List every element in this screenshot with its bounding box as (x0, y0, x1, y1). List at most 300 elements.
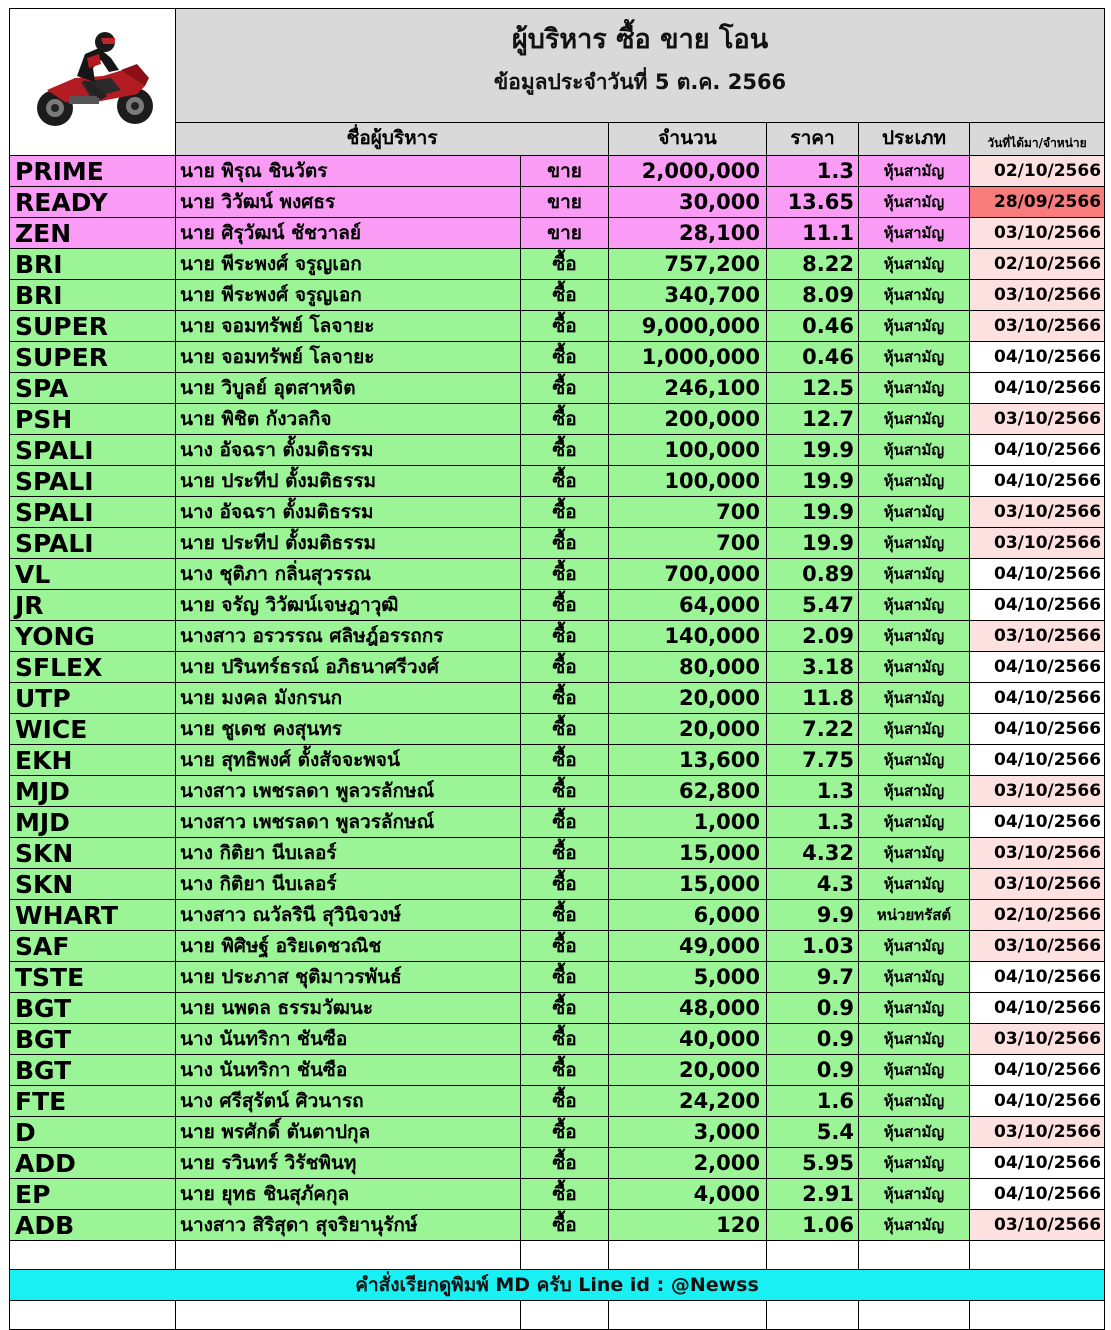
transaction-date: 04/10/2566 (970, 435, 1105, 466)
column-header-price: ราคา (767, 123, 859, 156)
transaction-date: 03/10/2566 (970, 280, 1105, 311)
transaction-date: 04/10/2566 (970, 373, 1105, 404)
share-price: 5.95 (767, 1148, 859, 1179)
blank-cell (176, 1241, 521, 1270)
executive-name: นาย พิศิษฐ์ อริยเดชวณิช (176, 931, 521, 962)
column-header-qty: จำนวน (609, 123, 767, 156)
stock-symbol: JR (10, 590, 176, 621)
table-row (10, 342, 1105, 373)
share-price: 2.91 (767, 1179, 859, 1210)
table-row (10, 466, 1105, 497)
blank-cell (176, 1301, 521, 1330)
transaction-date: 04/10/2566 (970, 1055, 1105, 1086)
executive-name: นาง กิติยา นีบเลอร์ (176, 869, 521, 900)
share-price: 1.3 (767, 807, 859, 838)
share-price: 11.8 (767, 683, 859, 714)
transaction-type: ซื้อ (521, 559, 609, 590)
stock-symbol: SKN (10, 869, 176, 900)
title-cell (176, 9, 1105, 123)
transaction-date: 03/10/2566 (970, 1024, 1105, 1055)
share-price: 5.47 (767, 590, 859, 621)
stock-symbol: VL (10, 559, 176, 590)
stock-symbol: MJD (10, 807, 176, 838)
transaction-type: ซื้อ (521, 1086, 609, 1117)
blank-cell (521, 1241, 609, 1270)
blank-cell (609, 1241, 767, 1270)
transaction-date: 04/10/2566 (970, 683, 1105, 714)
security-type: หุ้นสามัญ (859, 838, 970, 869)
blank-cell (521, 1301, 609, 1330)
security-type: หุ้นสามัญ (859, 311, 970, 342)
blank-cell (609, 1301, 767, 1330)
transaction-type: ซื้อ (521, 652, 609, 683)
stock-symbol: WHART (10, 900, 176, 931)
executive-name: นาย วิบูลย์ อุตสาหจิต (176, 373, 521, 404)
share-price: 7.75 (767, 745, 859, 776)
table-row (10, 559, 1105, 590)
footer-note: คำสั่งเรียกดูพิมพ์ MD ครับ Line id : @Newss (10, 1270, 1105, 1301)
transaction-date: 03/10/2566 (970, 776, 1105, 807)
security-type: หุ้นสามัญ (859, 931, 970, 962)
executive-name: นาย พรศักดิ์ ตันตาปกุล (176, 1117, 521, 1148)
share-price: 9.7 (767, 962, 859, 993)
motorcycle-rider-icon (25, 24, 161, 136)
stock-symbol: PRIME (10, 156, 176, 187)
blank-cell (767, 1241, 859, 1270)
security-type: หุ้นสามัญ (859, 714, 970, 745)
security-type: หุ้นสามัญ (859, 1086, 970, 1117)
share-price: 2.09 (767, 621, 859, 652)
security-type: หุ้นสามัญ (859, 652, 970, 683)
table-row (10, 404, 1105, 435)
stock-symbol: READY (10, 187, 176, 218)
stock-symbol: D (10, 1117, 176, 1148)
share-price: 1.03 (767, 931, 859, 962)
column-header-name: ชื่อผู้บริหาร (176, 123, 609, 156)
security-type: หุ้นสามัญ (859, 466, 970, 497)
share-quantity: 1,000 (609, 807, 767, 838)
share-price: 0.46 (767, 342, 859, 373)
page-title: ผู้บริหาร ซื้อ ขาย โอน (511, 24, 769, 55)
share-price: 1.6 (767, 1086, 859, 1117)
share-price: 1.3 (767, 776, 859, 807)
stock-symbol: MJD (10, 776, 176, 807)
footer-row (10, 1270, 1105, 1301)
table-row (10, 776, 1105, 807)
transaction-type: ซื้อ (521, 1179, 609, 1210)
share-quantity: 2,000 (609, 1148, 767, 1179)
executive-name: นาง อัจฉรา ตั้งมติธรรม (176, 435, 521, 466)
share-price: 19.9 (767, 528, 859, 559)
share-quantity: 700,000 (609, 559, 767, 590)
blank-cell (970, 1241, 1105, 1270)
transaction-type: ซื้อ (521, 714, 609, 745)
transaction-date: 03/10/2566 (970, 869, 1105, 900)
executive-name: นาย ปรินทร์ธรณ์ อภิธนาศรีวงศ์ (176, 652, 521, 683)
transaction-type: ซื้อ (521, 590, 609, 621)
share-quantity: 140,000 (609, 621, 767, 652)
table-body (10, 156, 1105, 1241)
column-header-type: ประเภท (859, 123, 970, 156)
stock-symbol: SPALI (10, 528, 176, 559)
transaction-date: 04/10/2566 (970, 807, 1105, 838)
table-row (10, 156, 1105, 187)
table-row (10, 931, 1105, 962)
executive-name: นาย ประทีป ตั้งมติธรรม (176, 466, 521, 497)
transaction-type: ซื้อ (521, 311, 609, 342)
stock-symbol: SUPER (10, 311, 176, 342)
table-row (10, 311, 1105, 342)
transaction-date: 04/10/2566 (970, 652, 1105, 683)
security-type: หุ้นสามัญ (859, 683, 970, 714)
share-price: 0.9 (767, 1024, 859, 1055)
share-price: 3.18 (767, 652, 859, 683)
security-type: หุ้นสามัญ (859, 962, 970, 993)
transaction-type: ซื้อ (521, 1148, 609, 1179)
share-quantity: 64,000 (609, 590, 767, 621)
share-quantity: 1,000,000 (609, 342, 767, 373)
stock-symbol: SUPER (10, 342, 176, 373)
security-type: หุ้นสามัญ (859, 1024, 970, 1055)
transaction-date: 02/10/2566 (970, 156, 1105, 187)
table-row (10, 621, 1105, 652)
blank-row (10, 1301, 1105, 1330)
share-price: 12.7 (767, 404, 859, 435)
share-price: 7.22 (767, 714, 859, 745)
table-row (10, 1210, 1105, 1241)
security-type: หุ้นสามัญ (859, 404, 970, 435)
executive-name: นาย ประภาส ชุติมาวรพันธ์ (176, 962, 521, 993)
logo-cell (10, 9, 176, 156)
transaction-date: 04/10/2566 (970, 962, 1105, 993)
transaction-type: ซื้อ (521, 807, 609, 838)
transaction-type: ซื้อ (521, 528, 609, 559)
stock-symbol: PSH (10, 404, 176, 435)
transaction-date: 03/10/2566 (970, 1210, 1105, 1241)
executive-name: นางสาว เพชรลดา พูลวรลักษณ์ (176, 776, 521, 807)
executive-name: นาย ศิรุวัฒน์ ชัชวาลย์ (176, 218, 521, 249)
transaction-type: ซื้อ (521, 869, 609, 900)
stock-symbol: SAF (10, 931, 176, 962)
share-price: 19.9 (767, 497, 859, 528)
transaction-type: ซื้อ (521, 1210, 609, 1241)
security-type: หุ้นสามัญ (859, 1179, 970, 1210)
table-row (10, 528, 1105, 559)
security-type: หน่วยทรัสต์ (859, 900, 970, 931)
transaction-type: ซื้อ (521, 1055, 609, 1086)
transaction-date: 28/09/2566 (970, 187, 1105, 218)
security-type: หุ้นสามัญ (859, 187, 970, 218)
share-quantity: 20,000 (609, 714, 767, 745)
transaction-date: 04/10/2566 (970, 1179, 1105, 1210)
executive-name: นาง นันทริกา ชันซือ (176, 1055, 521, 1086)
executive-name: นางสาว ณวัลรินี สุวินิจวงษ์ (176, 900, 521, 931)
table-row (10, 807, 1105, 838)
transaction-date: 04/10/2566 (970, 590, 1105, 621)
blank-cell (859, 1301, 970, 1330)
column-header-date: วันที่ได้มา/จำหน่าย (970, 123, 1105, 156)
executive-name: นาง ชุติภา กลิ่นสุวรรณ (176, 559, 521, 590)
share-quantity: 100,000 (609, 435, 767, 466)
stock-symbol: BGT (10, 993, 176, 1024)
table-row (10, 1024, 1105, 1055)
transaction-date: 04/10/2566 (970, 559, 1105, 590)
transaction-type: ซื้อ (521, 280, 609, 311)
stock-symbol: SFLEX (10, 652, 176, 683)
share-price: 19.9 (767, 466, 859, 497)
security-type: หุ้นสามัญ (859, 342, 970, 373)
table-row (10, 1148, 1105, 1179)
stock-symbol: TSTE (10, 962, 176, 993)
stock-symbol: SPALI (10, 466, 176, 497)
security-type: หุ้นสามัญ (859, 373, 970, 404)
table-row (10, 187, 1105, 218)
transaction-type: ซื้อ (521, 1117, 609, 1148)
stock-symbol: SPALI (10, 497, 176, 528)
table-row (10, 683, 1105, 714)
share-quantity: 100,000 (609, 466, 767, 497)
share-quantity: 28,100 (609, 218, 767, 249)
transaction-date: 03/10/2566 (970, 838, 1105, 869)
executive-name: นาย จอมทรัพย์ โลจายะ (176, 342, 521, 373)
share-price: 11.1 (767, 218, 859, 249)
stock-symbol: BRI (10, 249, 176, 280)
executive-name: นาย จรัญ วิวัฒน์เจษฎาวุฒิ (176, 590, 521, 621)
blank-cell (859, 1241, 970, 1270)
table-row (10, 962, 1105, 993)
transaction-type: ซื้อ (521, 621, 609, 652)
transaction-date: 03/10/2566 (970, 528, 1105, 559)
transaction-date: 04/10/2566 (970, 745, 1105, 776)
share-price: 0.9 (767, 1055, 859, 1086)
share-price: 4.3 (767, 869, 859, 900)
executive-name: นาย มงคล มังกรนก (176, 683, 521, 714)
blank-row (10, 1241, 1105, 1270)
share-quantity: 62,800 (609, 776, 767, 807)
security-type: หุ้นสามัญ (859, 559, 970, 590)
stock-symbol: WICE (10, 714, 176, 745)
transaction-type: ซื้อ (521, 931, 609, 962)
page-subtitle: ข้อมูลประจำวันที่ 5 ต.ค. 2566 (493, 70, 787, 94)
stock-symbol: SPA (10, 373, 176, 404)
transaction-date: 03/10/2566 (970, 311, 1105, 342)
share-price: 13.65 (767, 187, 859, 218)
share-quantity: 80,000 (609, 652, 767, 683)
executive-name: นาย ยุทธ ชินสุภัคกุล (176, 1179, 521, 1210)
transaction-type: ซื้อ (521, 373, 609, 404)
share-quantity: 48,000 (609, 993, 767, 1024)
security-type: หุ้นสามัญ (859, 435, 970, 466)
transaction-type: ซื้อ (521, 745, 609, 776)
security-type: หุ้นสามัญ (859, 249, 970, 280)
stock-symbol: SPALI (10, 435, 176, 466)
stock-symbol: SKN (10, 838, 176, 869)
transaction-date: 04/10/2566 (970, 993, 1105, 1024)
blank-cell (10, 1301, 176, 1330)
table-row (10, 590, 1105, 621)
security-type: หุ้นสามัญ (859, 776, 970, 807)
stock-symbol: BGT (10, 1055, 176, 1086)
share-quantity: 757,200 (609, 249, 767, 280)
share-quantity: 20,000 (609, 683, 767, 714)
transaction-date: 04/10/2566 (970, 1086, 1105, 1117)
stock-symbol: EKH (10, 745, 176, 776)
table-row (10, 745, 1105, 776)
table-row (10, 652, 1105, 683)
security-type: หุ้นสามัญ (859, 1055, 970, 1086)
transaction-type: ซื้อ (521, 962, 609, 993)
stock-symbol: ADB (10, 1210, 176, 1241)
transaction-type: ซื้อ (521, 249, 609, 280)
transaction-type: ซื้อ (521, 1024, 609, 1055)
executive-name: นาย พิรุณ ชินวัตร (176, 156, 521, 187)
stock-symbol: BGT (10, 1024, 176, 1055)
share-quantity: 3,000 (609, 1117, 767, 1148)
share-quantity: 49,000 (609, 931, 767, 962)
executive-name: นาย พีระพงศ์ จรูญเอก (176, 280, 521, 311)
stock-symbol: ADD (10, 1148, 176, 1179)
table-row (10, 900, 1105, 931)
executive-name: นาย รวินทร์ วิรัชพินทุ (176, 1148, 521, 1179)
share-price: 0.9 (767, 993, 859, 1024)
table-row (10, 1055, 1105, 1086)
table-row (10, 373, 1105, 404)
share-quantity: 6,000 (609, 900, 767, 931)
security-type: หุ้นสามัญ (859, 218, 970, 249)
security-type: หุ้นสามัญ (859, 993, 970, 1024)
transaction-date: 03/10/2566 (970, 931, 1105, 962)
share-quantity: 120 (609, 1210, 767, 1241)
transaction-date: 04/10/2566 (970, 714, 1105, 745)
transaction-type: ซื้อ (521, 342, 609, 373)
share-price: 12.5 (767, 373, 859, 404)
transaction-date: 03/10/2566 (970, 218, 1105, 249)
share-quantity: 15,000 (609, 838, 767, 869)
executive-name: นาย นพดล ธรรมวัฒนะ (176, 993, 521, 1024)
stock-symbol: EP (10, 1179, 176, 1210)
stock-symbol: YONG (10, 621, 176, 652)
share-quantity: 40,000 (609, 1024, 767, 1055)
share-quantity: 4,000 (609, 1179, 767, 1210)
share-quantity: 20,000 (609, 1055, 767, 1086)
security-type: หุ้นสามัญ (859, 497, 970, 528)
stock-symbol: ZEN (10, 218, 176, 249)
transaction-type: ซื้อ (521, 435, 609, 466)
share-price: 1.3 (767, 156, 859, 187)
table-row (10, 249, 1105, 280)
security-type: หุ้นสามัญ (859, 1210, 970, 1241)
transaction-date: 03/10/2566 (970, 404, 1105, 435)
security-type: หุ้นสามัญ (859, 156, 970, 187)
executive-name: นาย จอมทรัพย์ โลจายะ (176, 311, 521, 342)
security-type: หุ้นสามัญ (859, 745, 970, 776)
security-type: หุ้นสามัญ (859, 1117, 970, 1148)
share-price: 4.32 (767, 838, 859, 869)
executive-name: นาง ศรีสุรัตน์ ศิวนารถ (176, 1086, 521, 1117)
executive-name: นางสาว สิริสุดา สุจริยานุรักษ์ (176, 1210, 521, 1241)
share-price: 5.4 (767, 1117, 859, 1148)
table-row (10, 435, 1105, 466)
transaction-date: 02/10/2566 (970, 249, 1105, 280)
table-row (10, 838, 1105, 869)
table-row (10, 1117, 1105, 1148)
executive-name: นาย ประทีป ตั้งมติธรรม (176, 528, 521, 559)
share-quantity: 9,000,000 (609, 311, 767, 342)
security-type: หุ้นสามัญ (859, 1148, 970, 1179)
table-row (10, 993, 1105, 1024)
transaction-date: 04/10/2566 (970, 466, 1105, 497)
transaction-date: 03/10/2566 (970, 621, 1105, 652)
table-row (10, 714, 1105, 745)
blank-cell (970, 1301, 1105, 1330)
executive-name: นาง นันทริกา ชันซือ (176, 1024, 521, 1055)
executive-name: นาง กิติยา นีบเลอร์ (176, 838, 521, 869)
transaction-type: ขาย (521, 156, 609, 187)
share-price: 8.09 (767, 280, 859, 311)
share-quantity: 5,000 (609, 962, 767, 993)
share-price: 1.06 (767, 1210, 859, 1241)
executive-name: นาย วิวัฒน์ พงศธร (176, 187, 521, 218)
share-quantity: 700 (609, 528, 767, 559)
stock-symbol: BRI (10, 280, 176, 311)
share-price: 9.9 (767, 900, 859, 931)
executive-name: นาย ชูเดช คงสุนทร (176, 714, 521, 745)
executive-name: นางสาว อรวรรณ ศลิษฎ์อรรถกร (176, 621, 521, 652)
stock-symbol: FTE (10, 1086, 176, 1117)
share-quantity: 15,000 (609, 869, 767, 900)
transaction-date: 02/10/2566 (970, 900, 1105, 931)
table-row (10, 497, 1105, 528)
share-quantity: 700 (609, 497, 767, 528)
security-type: หุ้นสามัญ (859, 807, 970, 838)
transaction-type: ซื้อ (521, 497, 609, 528)
share-quantity: 340,700 (609, 280, 767, 311)
security-type: หุ้นสามัญ (859, 280, 970, 311)
share-price: 8.22 (767, 249, 859, 280)
table-row (10, 869, 1105, 900)
share-price: 19.9 (767, 435, 859, 466)
executive-name: นาย พีระพงศ์ จรูญเอก (176, 249, 521, 280)
transaction-type: ซื้อ (521, 404, 609, 435)
transaction-type: ซื้อ (521, 993, 609, 1024)
security-type: หุ้นสามัญ (859, 528, 970, 559)
share-quantity: 200,000 (609, 404, 767, 435)
share-price: 0.89 (767, 559, 859, 590)
share-quantity: 24,200 (609, 1086, 767, 1117)
share-price: 0.46 (767, 311, 859, 342)
executive-name: นางสาว เพชรลดา พูลวรลักษณ์ (176, 807, 521, 838)
executive-name: นาย สุทธิพงศ์ ตั้งสัจจะพจน์ (176, 745, 521, 776)
transaction-date: 03/10/2566 (970, 1117, 1105, 1148)
insider-trading-table (9, 8, 1105, 1330)
table-row (10, 280, 1105, 311)
executive-name: นาย พิชิต กังวลกิจ (176, 404, 521, 435)
table-row (10, 1086, 1105, 1117)
transaction-type: ซื้อ (521, 900, 609, 931)
share-quantity: 30,000 (609, 187, 767, 218)
transaction-type: ขาย (521, 218, 609, 249)
security-type: หุ้นสามัญ (859, 621, 970, 652)
share-quantity: 246,100 (609, 373, 767, 404)
security-type: หุ้นสามัญ (859, 869, 970, 900)
stock-symbol: UTP (10, 683, 176, 714)
blank-cell (767, 1301, 859, 1330)
share-quantity: 13,600 (609, 745, 767, 776)
transaction-type: ซื้อ (521, 683, 609, 714)
transaction-type: ขาย (521, 187, 609, 218)
share-quantity: 2,000,000 (609, 156, 767, 187)
transaction-type: ซื้อ (521, 466, 609, 497)
